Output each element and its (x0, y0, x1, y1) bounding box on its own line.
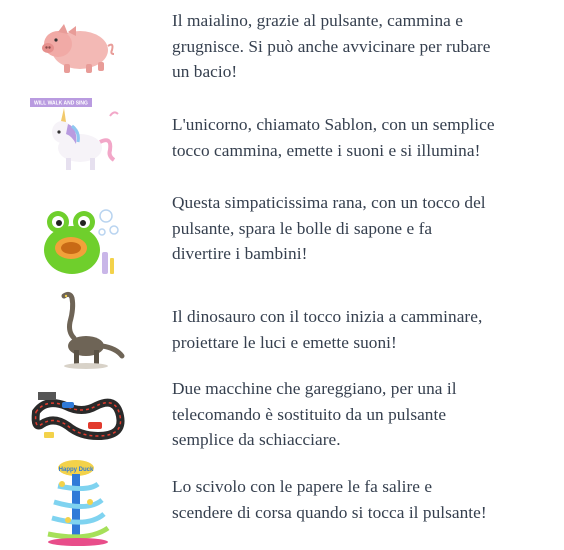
duck-slide-toy-icon (28, 458, 128, 548)
item-description (172, 376, 556, 453)
description-line: semplice da schiacciare. (172, 430, 341, 449)
unicorn-toy-icon (28, 98, 128, 182)
item-description (172, 304, 556, 355)
pig-toy-icon (28, 8, 128, 92)
description-line: grugnisce. Si può anche avvicinare per rubare (172, 36, 491, 56)
description-line: pulsante, spara le bolle di sapone e fa (172, 218, 433, 238)
description-line: Lo scivolo con le papere le fa salire e (172, 477, 433, 496)
description-line: Questa simpaticissima rana, con un tocco del (172, 193, 486, 212)
description-line: Il dinosauro con il tocco inizia a camminare, (172, 307, 483, 326)
description-line: telecomando è sostituito da un pulsante (172, 404, 447, 424)
description-line: Il maialino, grazie al pulsante, cammina e (172, 11, 463, 30)
description-line: scendere di corsa quando si tocca il pulsante! (172, 502, 487, 522)
description-line: Due macchine che gareggiano, per una il (172, 379, 457, 398)
unicorn-badge-text: WILL WALK AND SING (34, 100, 88, 107)
item-description (172, 190, 556, 267)
duck-slide-badge-text: Happy Duck (58, 467, 94, 473)
race-track-toy-icon (28, 378, 128, 462)
item-description (172, 112, 556, 163)
description-line: tocco cammina, emette i suoni e si illumina! (172, 140, 481, 160)
frog-bubble-toy-icon (28, 198, 128, 282)
dinosaur-toy-icon (28, 290, 128, 374)
description-line: L'unicorno, chiamato Sablon, con un semplice (172, 115, 495, 134)
item-description (172, 8, 556, 85)
description-line: divertire i bambini! (172, 244, 308, 263)
description-line: un bacio! (172, 62, 238, 81)
item-description (172, 474, 556, 525)
description-line: proiettare le luci e emette suoni! (172, 332, 397, 352)
